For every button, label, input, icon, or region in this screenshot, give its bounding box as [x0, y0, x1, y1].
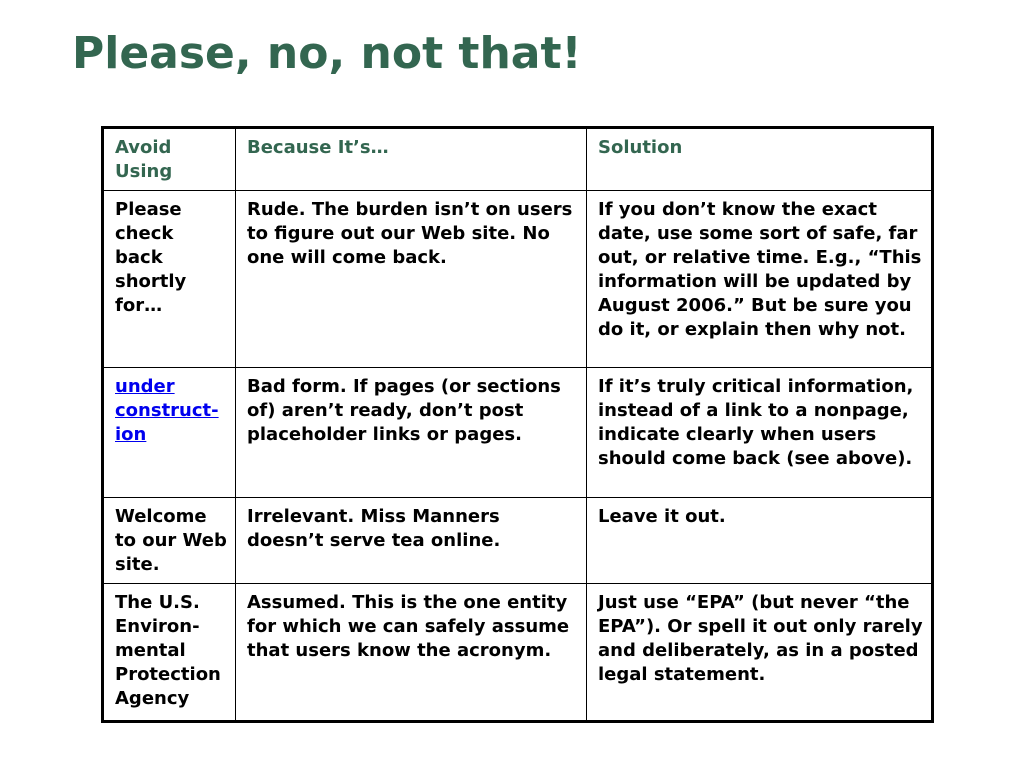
table-row	[103, 191, 933, 368]
avoid-table	[101, 126, 934, 723]
solution-cell: If you don’t know the exact date, use some sort of safe, far out, or relative time. E.g., “This information will be updated by August 2006.” But be sure you do it, or explain then why not.	[587, 191, 933, 368]
avoid-cell: Please check back shortly for…	[103, 191, 236, 368]
table-row	[103, 368, 933, 498]
avoid-cell	[103, 368, 236, 498]
under-construction-link[interactable]: under construct-ion	[115, 376, 219, 445]
solution-cell: Just use “EPA” (but never “the EPA”). Or spell it out only rarely and deliberately, as in a posted legal statement.	[587, 584, 933, 722]
table-header-row	[103, 128, 933, 191]
table-row	[103, 584, 933, 722]
because-cell: Irrelevant. Miss Manners doesn’t serve tea online.	[236, 498, 587, 584]
because-cell: Assumed. This is the one entity for which we can safely assume that users know the acronym.	[236, 584, 587, 722]
avoid-cell: The U.S. Environ-mental Protection Agency	[103, 584, 236, 722]
header-because: Because It’s…	[236, 128, 587, 191]
solution-cell: If it’s truly critical information, instead of a link to a nonpage, indicate clearly when users should come back (see above).	[587, 368, 933, 498]
header-solution: Solution	[587, 128, 933, 191]
avoid-cell: Welcome to our Web site.	[103, 498, 236, 584]
because-cell: Bad form. If pages (or sections of) aren’t ready, don’t post placeholder links or pages.	[236, 368, 587, 498]
solution-cell: Leave it out.	[587, 498, 933, 584]
because-cell: Rude. The burden isn’t on users to figure out our Web site. No one will come back.	[236, 191, 587, 368]
header-avoid-using: Avoid Using	[103, 128, 236, 191]
slide-title: Please, no, not that!	[72, 28, 582, 79]
table-row	[103, 498, 933, 584]
